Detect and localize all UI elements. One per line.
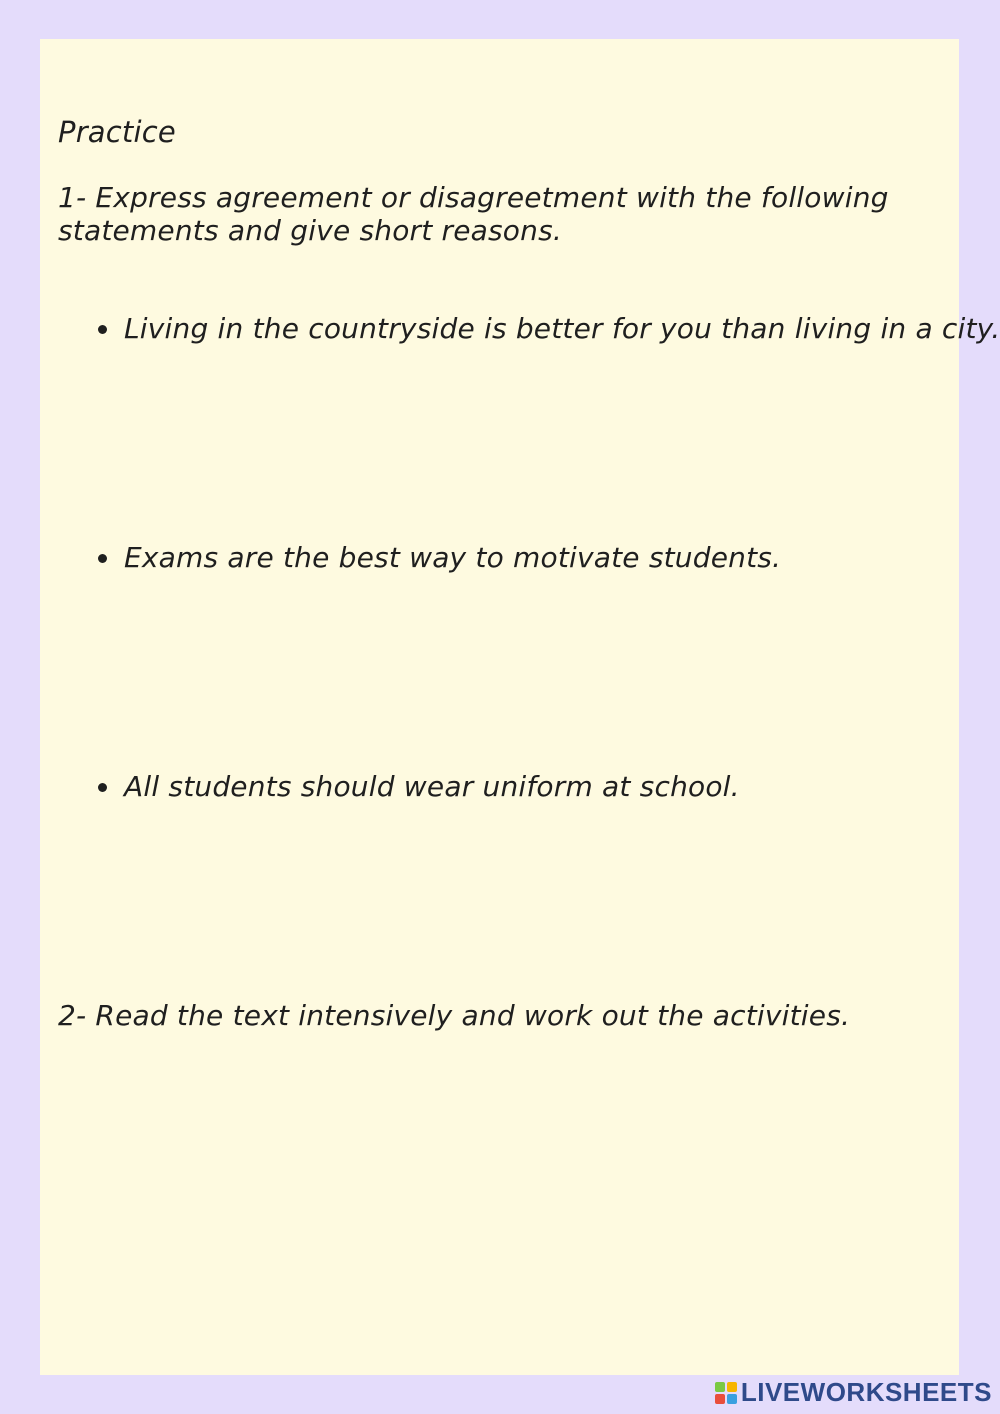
worksheet-page (40, 39, 1000, 1375)
liveworksheets-brand[interactable] (715, 1377, 992, 1408)
bullet-icon (98, 325, 107, 334)
brand-name: LIVEWORKSHEETS (740, 1377, 992, 1407)
instruction-2: 2- Read the text intensively and work out the activities. (58, 999, 851, 1032)
statement-text: Living in the countryside is better for you than living in a city. (124, 312, 1000, 345)
instruction-1: 1- Express agreement or disagreetment with the following statements and give short reasons. (58, 181, 889, 247)
worksheet-title: Practice (58, 115, 176, 149)
liveworksheets-logo-icon (715, 1382, 737, 1404)
statement-text: Exams are the best way to motivate students. (124, 541, 782, 574)
statement-item (98, 541, 781, 575)
bullet-icon (98, 554, 107, 563)
statement-item (98, 312, 1000, 346)
statement-item (98, 770, 740, 804)
bullet-icon (98, 783, 107, 792)
statement-text: All students should wear uniform at school. (124, 770, 740, 803)
